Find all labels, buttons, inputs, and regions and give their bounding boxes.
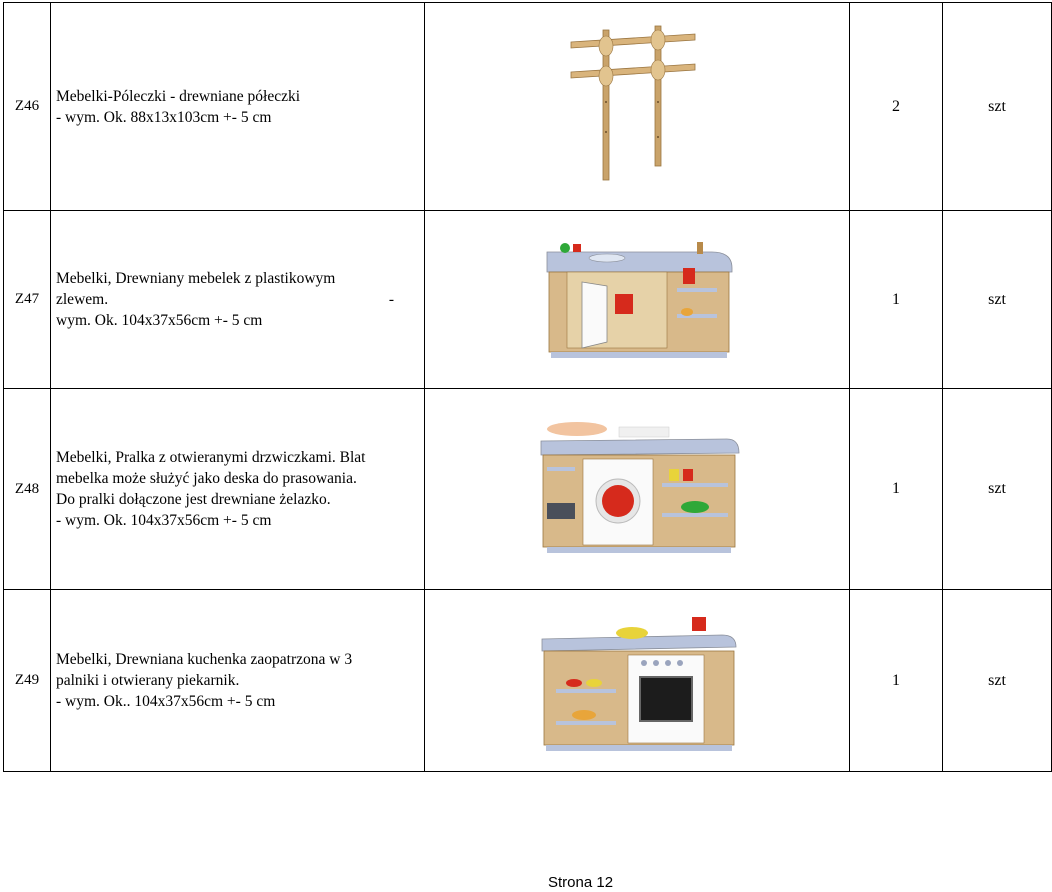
table-row	[4, 3, 1052, 211]
description-line: - wym. Ok. 88x13x103cm +- 5 cm	[56, 108, 272, 126]
item-code: Z47	[4, 211, 51, 389]
item-quantity: 2	[850, 3, 943, 211]
description-fragment: -	[388, 291, 394, 308]
description-line: palniki i otwierany piekarnik.	[56, 672, 240, 689]
item-description	[51, 590, 425, 772]
sink-cabinet-illustration	[425, 211, 850, 389]
description-fragment: zlewem.	[56, 291, 109, 308]
page-number: Strona 12	[548, 874, 614, 891]
item-quantity: 1	[850, 211, 943, 389]
item-unit: szt	[943, 3, 1052, 211]
item-quantity: 1	[850, 389, 943, 590]
item-unit: szt	[943, 211, 1052, 389]
table-row	[4, 590, 1052, 772]
item-description	[51, 211, 425, 389]
furniture-spec-table	[3, 2, 1052, 772]
description-line: wym. Ok. 104x37x56cm +- 5 cm	[56, 312, 263, 329]
table-row	[4, 211, 1052, 389]
item-quantity: 1	[850, 590, 943, 772]
description-line: Mebelki, Drewniana kuchenka zaopatrzona w 3	[56, 651, 353, 668]
description-line: Mebelki, Pralka z otwieranymi drzwiczkami. Blat	[56, 449, 366, 466]
item-unit: szt	[943, 389, 1052, 590]
item-description	[51, 3, 425, 211]
item-code: Z49	[4, 590, 51, 772]
description-line: Mebelki-Póleczki - drewniane półeczki	[56, 87, 301, 105]
description-line: - wym. Ok. 104x37x56cm +- 5 cm	[56, 512, 272, 529]
wall-shelf-illustration	[425, 3, 850, 211]
description-line	[56, 289, 424, 310]
description-line: mebelka może służyć jako deska do prasowania.	[56, 470, 357, 487]
item-unit: szt	[943, 590, 1052, 772]
item-description	[51, 389, 425, 590]
description-line: Mebelki, Drewniany mebelek z plastikowym	[56, 270, 336, 287]
washing-machine-illustration	[425, 389, 850, 590]
description-line: Do pralki dołączone jest drewniane żelazko.	[56, 491, 331, 508]
item-code: Z48	[4, 389, 51, 590]
item-code: Z46	[4, 3, 51, 211]
table-row	[4, 389, 1052, 590]
kitchen-stove-illustration	[425, 590, 850, 772]
description-line: - wym. Ok.. 104x37x56cm +- 5 cm	[56, 693, 276, 710]
